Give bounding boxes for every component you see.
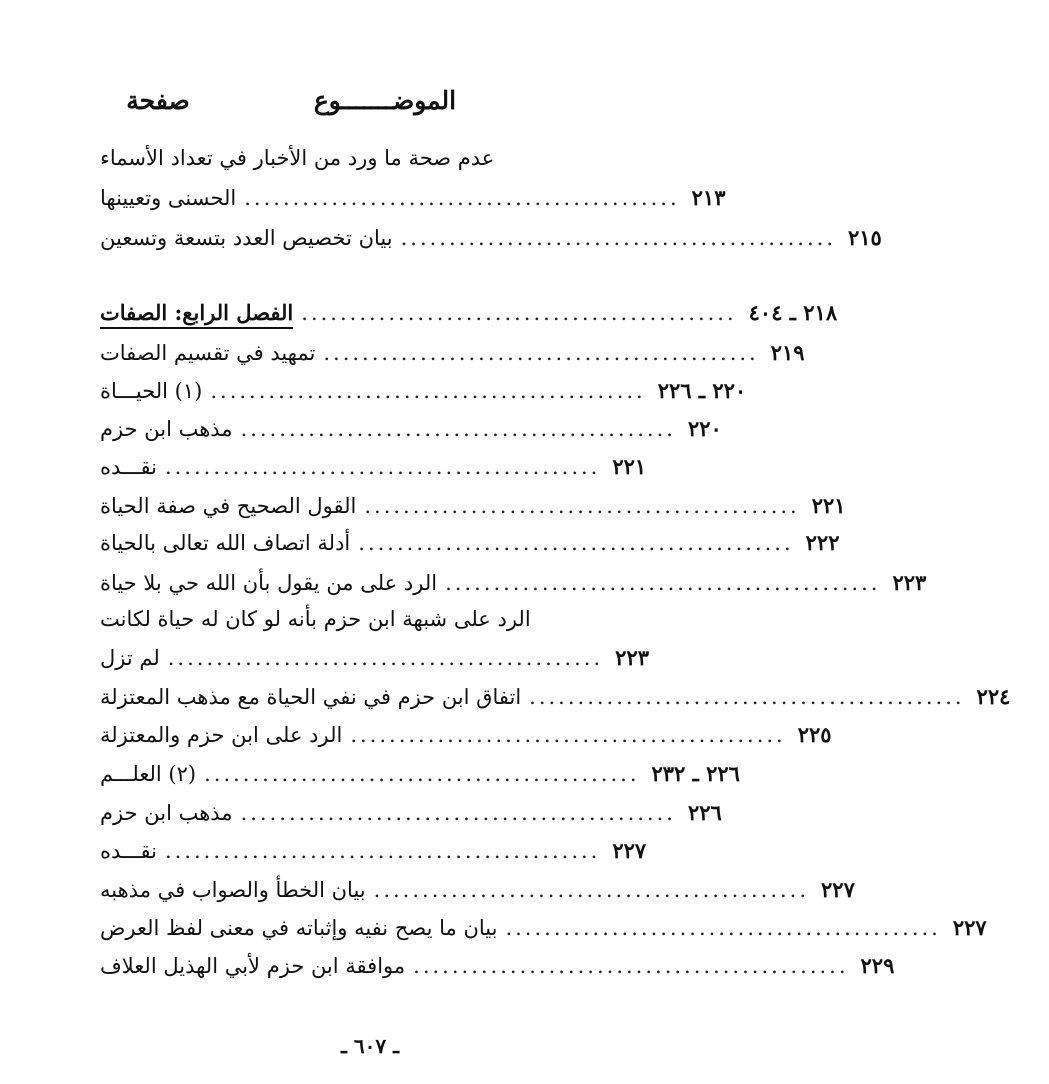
- toc-entry: [100, 493, 846, 529]
- toc-section: [100, 378, 747, 414]
- toc-entry: [100, 607, 645, 643]
- toc-entry: [100, 530, 840, 566]
- toc-entry-title: (١) الحيـــاة: [100, 379, 203, 403]
- toc-entry-title: (٢) العلـــم: [100, 762, 197, 786]
- dot-leader: .............................................: [505, 916, 941, 940]
- toc-entry-title: الرد على من يقول بأن الله حي بلا حياة: [100, 571, 438, 595]
- toc-entry: [100, 146, 645, 182]
- dot-leader: .............................................: [240, 417, 676, 441]
- toc-entry-page: ٢٢٣: [892, 570, 927, 595]
- toc-entry-title: أدلة اتصاف الله تعالى بالحياة: [100, 531, 351, 555]
- column-header-topic: الموضـــــــوع: [313, 86, 457, 115]
- toc-entry-title: الحسنى وتعيينها: [100, 186, 237, 210]
- toc-entry: [100, 877, 855, 913]
- toc-entry-title: لم تزل: [100, 646, 160, 670]
- toc-entry-page: ٢١٩: [770, 340, 805, 365]
- toc-entry-title: بيان الخطأ والصواب في مذهبه: [100, 878, 366, 902]
- column-header-page: صفحة: [126, 86, 190, 115]
- toc-entry-page: ٢٢٦ ـ ٢٣٢: [651, 761, 740, 786]
- page-number: ـ ٦٠٧ ـ: [341, 1034, 399, 1058]
- toc-entry: [100, 340, 805, 376]
- toc-section: [100, 761, 740, 797]
- toc-entry: [100, 570, 927, 606]
- toc-entry-page: ٢٢٩: [860, 953, 895, 978]
- toc-entry: [100, 645, 649, 681]
- toc-entry-page: ٢٢٦: [687, 800, 722, 825]
- toc-entry-page: ٢٢٥: [797, 722, 832, 747]
- dot-leader: .............................................: [413, 954, 849, 978]
- toc-entry-title: الرد على شبهة ابن حزم بأنه لو كان له حياة لكانت: [100, 607, 531, 631]
- toc-entry-title: تمهيد في تقسيم الصفات: [100, 341, 316, 365]
- dot-leader: .............................................: [373, 878, 810, 902]
- toc-entry: [100, 800, 722, 836]
- toc-entry-page: ٢٢٠ ـ ٢٢٦: [657, 378, 747, 403]
- toc-entry-title: موافقة ابن حزم لأبي الهذيل العلاف: [100, 954, 406, 978]
- toc-entry-page: ٢٢٢: [805, 530, 840, 555]
- toc-entry-page: ٢٢١: [612, 454, 647, 479]
- toc-entry: [100, 225, 882, 261]
- toc-chapter-title: [100, 300, 293, 325]
- toc-entry: [100, 915, 987, 951]
- dot-leader: .............................................: [323, 341, 759, 365]
- toc-entry-title: نقـــده: [100, 455, 157, 479]
- toc-entry: [100, 454, 645, 490]
- dot-leader: .............................................: [210, 379, 646, 403]
- dot-leader: .............................................: [244, 186, 680, 210]
- toc-entry: [100, 953, 895, 989]
- toc-entry: [100, 416, 722, 452]
- dot-leader: .............................................: [164, 455, 601, 479]
- toc-entry-page: ٢٢٧: [952, 915, 987, 940]
- dot-leader: .............................................: [445, 571, 881, 595]
- toc-entry-title: القول الصحيح في صفة الحياة: [100, 494, 357, 518]
- dot-leader: .............................................: [529, 685, 965, 709]
- toc-chapter: [100, 300, 838, 336]
- dot-leader: .............................................: [364, 494, 800, 518]
- dot-leader: .............................................: [350, 723, 786, 747]
- toc-entry-page: ٢٢٧: [821, 877, 855, 902]
- toc-entry-page: ٢٢٠: [687, 416, 722, 441]
- toc-entry: [100, 185, 726, 221]
- toc-entry-title: بيان ما يصح نفيه وإثباته في معنى لفظ العرض: [100, 916, 498, 940]
- toc-entry-page: ٢٢١: [811, 493, 846, 518]
- dot-leader: .............................................: [204, 762, 640, 786]
- toc-entry-page: ٢٢٣: [615, 645, 649, 670]
- toc-entry: [100, 684, 1011, 720]
- dot-leader: .............................................: [164, 839, 601, 863]
- toc-entry-title: نقـــده: [100, 839, 157, 863]
- toc-entry-title: اتفاق ابن حزم في نفي الحياة مع مذهب المعتزلة: [100, 685, 522, 709]
- toc-entry-title: مذهب ابن حزم: [100, 417, 233, 441]
- dot-leader: .............................................: [358, 531, 794, 555]
- toc-entry: [100, 838, 645, 874]
- toc-entry-title: بيان تخصيص العدد بتسعة وتسعين: [100, 226, 393, 250]
- dot-leader: .............................................: [167, 646, 604, 670]
- toc-chapter-title-text: الفصل الرابع: الصفات: [100, 300, 293, 329]
- dot-leader: .............................................: [301, 301, 737, 325]
- toc-entry-title: الرد على ابن حزم والمعتزلة: [100, 723, 343, 747]
- dot-leader: .............................................: [400, 226, 836, 250]
- toc-entry-page: ٢١٥: [848, 225, 882, 250]
- toc-entry-title: مذهب ابن حزم: [100, 801, 233, 825]
- toc-entry: [100, 722, 832, 758]
- toc-entry-page: ٢٢٧: [612, 838, 647, 863]
- toc-entry-page: ٢١٨ ـ ٤٠٤: [748, 300, 838, 325]
- toc-entry-title: عدم صحة ما ورد من الأخبار في تعداد الأسماء: [100, 146, 495, 170]
- toc-entry-page: ٢٢٤: [976, 684, 1011, 709]
- dot-leader: .............................................: [240, 801, 676, 825]
- toc-entry-page: ٢١٣: [691, 185, 726, 210]
